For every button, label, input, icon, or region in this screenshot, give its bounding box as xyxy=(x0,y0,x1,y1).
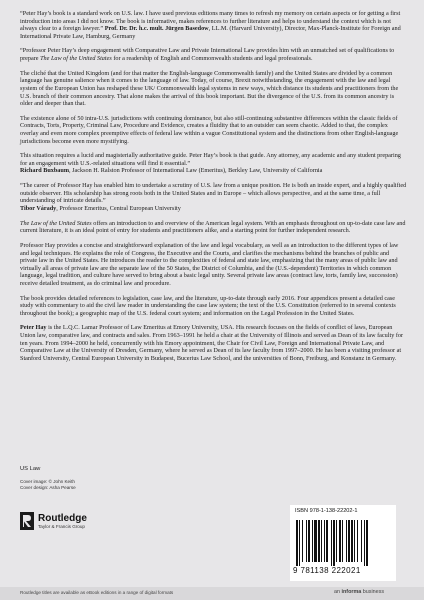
blurb-affiliation: , LL.M. (Harvard University), Director, Max-Planck-Institute for Foreign and International Private Law, Hamburg, Germany xyxy=(20,25,401,40)
barcode-bar xyxy=(299,520,300,566)
barcode-bar xyxy=(342,520,343,562)
publisher-name-block xyxy=(38,513,87,530)
description-text: offers an introduction to and overview of the American legal system. With an emphasis throughout on up-to-date case law and current literature, it is an ideal point of entry for students and practitioners alike, and a starting point for further independent research. xyxy=(20,219,406,235)
barcode-bar xyxy=(314,520,317,562)
barcode-bar xyxy=(348,520,350,562)
informa-suffix: business xyxy=(361,589,385,595)
blurb-varady xyxy=(20,182,407,212)
cover-image-credit: Cover image: © John Keith xyxy=(20,479,75,484)
blurb-text: This situation requires a lucid and magisterially authoritative guide. Peter Hay’s book is that guide. Any attorney, any academic and any student preparing for an engagement with U.S.-related situations will find it essential.” xyxy=(20,152,401,167)
blurb-basedow xyxy=(20,10,407,40)
informa-mark xyxy=(334,589,384,595)
blurb-affiliation: , Professor Emeritus, Central European University xyxy=(56,204,181,212)
cover-design-credit: Cover design: Asha Pearse xyxy=(20,485,76,490)
blurb-author: Prof. Dr. Dr. h.c. mult. Jürgen Basedow xyxy=(104,25,209,33)
blurb-text: “The career of Professor Hay has enabled him to undertake a scrutiny of U.S. law from a unique position. He is both an inside expert, and a highly qualified outside observer. His scholarship has strong roots both in the United States and in Europe – which allows perspective, and at the same time, a full understanding of intricate details.” xyxy=(20,182,407,205)
barcode-bar xyxy=(324,520,325,562)
barcode-bar xyxy=(333,520,335,566)
informa-prefix: an xyxy=(334,589,342,595)
author-name: Peter Hay xyxy=(20,324,47,332)
blurb-author: Richard Buxbaum xyxy=(20,167,69,175)
author-bio-text: is the L.Q.C. Lamar Professor of Law Emeritus at Emory University, USA. His research focuses on the fields of conflict of laws, European Union law, comparative law, and contracts and sales. From 1963–1991 he held a chair at the University of Illinois and served as Dean of its law faculty for ten years. From 1994–2000 he held, concurrently with his Emory appointment, the Chair for Civil Law, Foreign and International Private Law, and Comparative Law at the University of Dresden, Germany, where he served as Dean of its law faculty from 1997–2000. He has been a visiting professor at Stanford University, Central European University in Budapest, Bucerius Law School, and the universities of Bonn, Freiburg, and Konstanz in Germany. xyxy=(20,324,404,362)
barcode-bar xyxy=(364,520,365,566)
publisher-name: Routledge xyxy=(38,512,87,524)
blurb-text: for a readership of English and Commonwealth students and legal professionals. xyxy=(111,55,313,63)
informa-brand: informa xyxy=(341,589,362,595)
barcode-bar xyxy=(321,520,322,562)
barcode-bar xyxy=(326,520,328,562)
publisher-group: Taylor & Francis Group xyxy=(38,523,85,529)
book-title-ref: The Law of the United States xyxy=(40,55,112,63)
barcode-bar xyxy=(331,520,332,566)
barcode-icon xyxy=(295,520,391,566)
barcode-bar xyxy=(336,520,337,562)
isbn-number: ISBN 978-1-138-22202-1 xyxy=(295,508,358,514)
barcode-bar xyxy=(306,520,307,562)
barcode-bar xyxy=(351,520,353,562)
barcode-bar xyxy=(308,520,310,562)
publisher-logo xyxy=(20,510,140,532)
subject-category: US Law xyxy=(20,466,41,472)
barcode-bar xyxy=(366,520,368,566)
blurb-author: Tibor Várady xyxy=(20,204,57,212)
description-paragraph: Professor Hay provides a concise and straightforward explanation of the law and legal vocabulary, as well as an introduction to the different types of law and legal techniques. He explains the role of Congress, the Executive and the Courts, and clarifies the mechanisms behind the branches of public and private law in the United States. He introduces the reader to the complexities of federal and state law, emphasizing that the many areas of public law and virtually all areas of private law are the separate law of the 50 States, the District of Columbia, and the (U.S.-dependent) Territories in which common language, legal tradition, and culture have served to bring about a basic legal unity. Several private law areas (contract law, torts, family law, succession) receive detailed treatment, as do criminal law and procedure. xyxy=(20,241,399,287)
blurb-paragraph: The existence alone of 50 intra-U.S. jurisdictions with continuing dominance, but also still-continuing substantive differences within the classic fields of Contracts, Torts, Property, Criminal Law, Procedure and Evidence, creates a fluidity that to an outsider can seem chaotic. Added to that, the complex overlay and even more complex preemptive effects of federal law within a vague Constitutional system and the distinctions from other English-language jurisdictions become even more mystifying. xyxy=(20,114,399,145)
description-intro xyxy=(20,220,407,235)
ebook-note: Routledge titles are available as eBook editions in a range of digital formats xyxy=(20,590,174,595)
blurb-affiliation: , Jackson H. Ralston Professor of International Law (Emeritus), Berkley Law, University of California xyxy=(69,167,323,175)
barcode-panel xyxy=(290,505,396,581)
barcode-bar xyxy=(302,520,303,562)
barcode-bar xyxy=(318,520,320,562)
barcode-digits: 9 781138 222021 xyxy=(293,566,361,575)
author-bio xyxy=(20,324,407,362)
blurb-text: “Professor Peter Hay’s deep engagement with Comparative Law and Private International Law provides him with an unmatched set of qualifications to prepare xyxy=(20,47,395,63)
cover-credits xyxy=(20,479,76,491)
book-title-ref: The Law of the United States xyxy=(20,219,92,227)
routledge-logo-icon xyxy=(20,512,34,530)
blurb-buxbaum-close xyxy=(20,152,407,175)
barcode-bar xyxy=(296,520,298,566)
blurb-text: “Peter Hay’s book is a standard work on U.S. law. I have used previous editions many times to refresh my memory on certain aspects or for getting a first introduction into areas I did not know. The book is informative, makes references to further literature and helps to understand the context which is not always clear to a foreign lawyer.” xyxy=(20,10,401,33)
blurb-buxbaum-intro xyxy=(20,47,407,62)
barcode-bar xyxy=(357,520,358,562)
barcode-bar xyxy=(354,520,355,562)
blurb-paragraph: The cliché that the United Kingdom (and for that matter the English-language Commonwealth family) and the United States are divided by a common language has genuine salience when it comes to the language of law. Today, of course, Brexit notwithstanding, the engagement with the law and legal system of the European Union has reshaped these UK/ Commonwealth legal systems in new ways, which distance its students and practitioners from the U.S. branch of their common ancestry. That alone makes the arrival of this book important. But the divergence of the U.S. from its common ancestry is older and deeper than that. xyxy=(20,69,399,108)
barcode-bar xyxy=(312,520,313,562)
barcode-bar xyxy=(361,520,362,562)
barcode-bar xyxy=(346,520,347,562)
back-cover-text xyxy=(20,10,407,370)
description-paragraph: The book provides detailed references to legislation, case law, and the literature, up-to-date through early 2016. Four appendices present a detailed case study with commentary to aid the civil law reader in understanding the case law system; the text of the U.S. Constitution (referred to in several contexts throughout the book); a geographic map of the U.S. federal court system; and information on the Legal Profession in the United States. xyxy=(20,294,396,317)
barcode-bar xyxy=(339,520,341,562)
